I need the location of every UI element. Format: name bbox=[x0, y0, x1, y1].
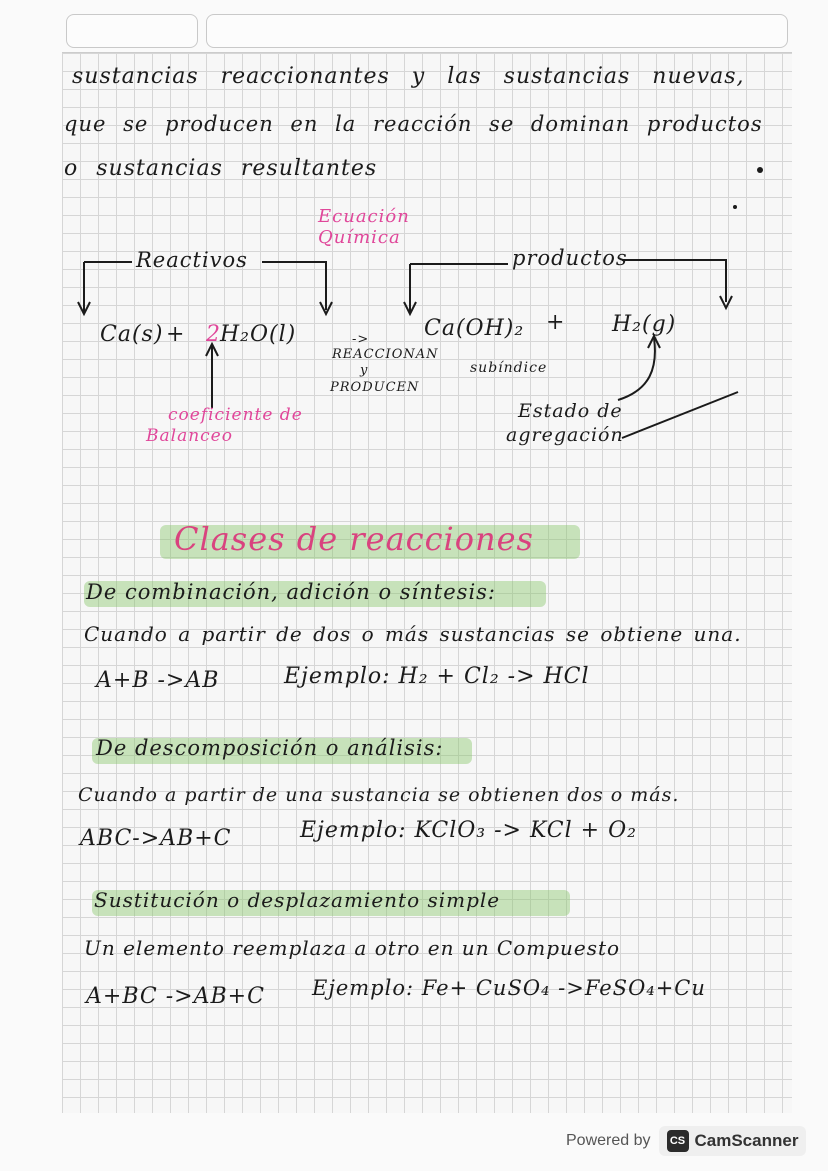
sustitucion-description: Un elemento reemplaza a otro en un Compuesto bbox=[84, 936, 621, 960]
sustitucion-formula: A+BC ->AB+C bbox=[86, 984, 265, 1009]
descomposicion-heading: De descomposición o análisis: bbox=[96, 736, 444, 760]
reaction-arrow: -> bbox=[352, 332, 370, 347]
reactivos-label: Reactivos bbox=[136, 248, 248, 272]
sustitucion-example: Ejemplo: Fe+ CuSO₄ ->FeSO₄+Cu bbox=[312, 976, 706, 1000]
section-title: Clases de reacciones bbox=[174, 520, 534, 558]
subindice-label: subíndice bbox=[470, 360, 548, 376]
coeficiente-label-1: coeficiente de bbox=[168, 405, 303, 425]
intro-line-2: que se producen en la reacción se dominan productos bbox=[64, 112, 763, 136]
intro-line-1: sustancias reaccionantes y las sustancias nuevas, bbox=[72, 64, 745, 89]
camscanner-footer bbox=[566, 1124, 806, 1158]
plus-sign-1: + bbox=[166, 322, 186, 347]
coefficient-2: 2 bbox=[206, 322, 221, 347]
intro-line-3: o sustancias resultantes bbox=[64, 156, 378, 181]
product-1: Ca(OH)₂ bbox=[424, 316, 525, 341]
reaccionan-label: REACCIONAN bbox=[332, 347, 439, 362]
camscanner-brand: CamScanner bbox=[694, 1131, 799, 1150]
productos-label: productos bbox=[512, 246, 628, 270]
estado-label-2: agregación bbox=[506, 424, 624, 446]
descomposicion-description: Cuando a partir de una sustancia se obtienen dos o más. bbox=[78, 784, 680, 806]
estado-label-1: Estado de bbox=[518, 400, 623, 422]
combinacion-formula: A+B ->AB bbox=[96, 668, 220, 693]
camscanner-logo-icon: CS bbox=[667, 1130, 689, 1152]
descomposicion-formula: ABC->AB+C bbox=[80, 826, 232, 851]
ecuacion-label-2: Química bbox=[318, 227, 401, 248]
combinacion-example: Ejemplo: H₂ + Cl₂ -> HCl bbox=[284, 664, 590, 689]
producen-label: PRODUCEN bbox=[330, 380, 420, 395]
reactant-2: H₂O(l) bbox=[220, 322, 297, 347]
sustitucion-heading: Sustitución o desplazamiento simple bbox=[94, 888, 501, 912]
camscanner-badge[interactable] bbox=[659, 1126, 807, 1156]
powered-by-text: Powered by bbox=[566, 1132, 651, 1149]
coeficiente-label-2: Balanceo bbox=[146, 426, 233, 446]
product-2: H₂(g) bbox=[612, 312, 677, 337]
ecuacion-label-1: Ecuación bbox=[318, 206, 410, 227]
y-label: y bbox=[360, 363, 369, 378]
combinacion-heading: De combinación, adición o síntesis: bbox=[86, 580, 497, 604]
reactant-1: Ca(s) bbox=[100, 322, 164, 347]
plus-sign-2: + bbox=[546, 310, 566, 335]
descomposicion-example: Ejemplo: KClO₃ -> KCl + O₂ bbox=[300, 818, 637, 843]
combinacion-description: Cuando a partir de dos o más sustancias se obtiene una. bbox=[84, 622, 742, 646]
